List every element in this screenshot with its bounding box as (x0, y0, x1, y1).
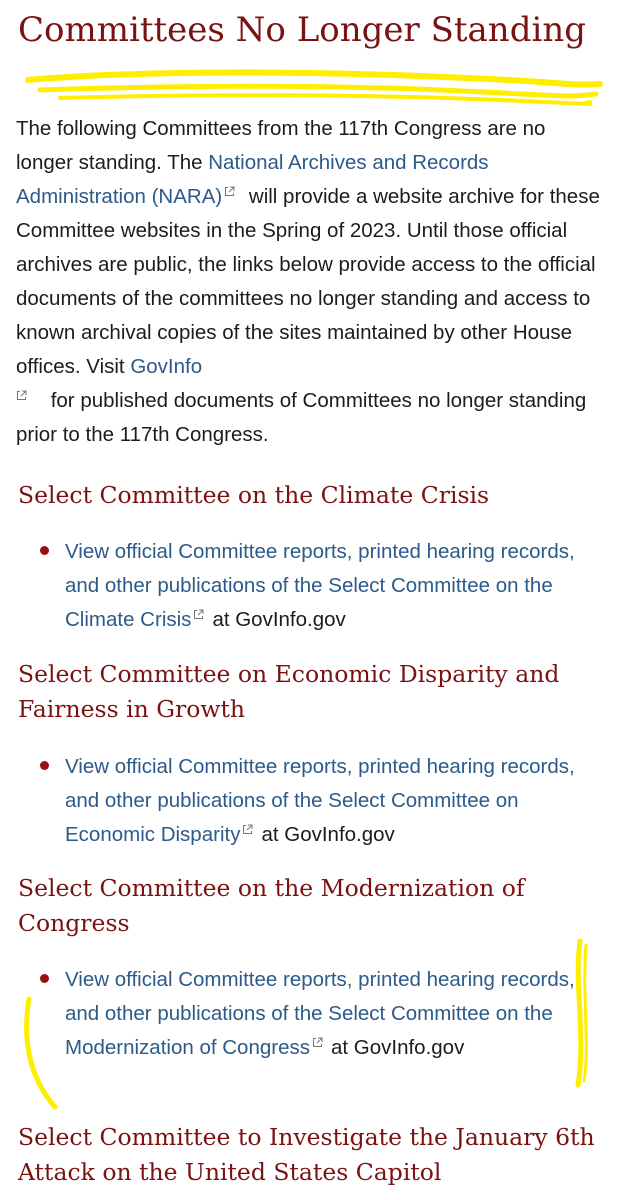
external-link-icon (16, 390, 27, 401)
external-link-icon (312, 1037, 323, 1048)
page-title: Committees No Longer Standing (18, 10, 587, 50)
economic-disparity-publications-link[interactable]: View official Committee reports, printed hearing records, and other publications of the Select Committee on Economic Disparity (65, 755, 575, 846)
govinfo-suffix: at GovInfo.gov (261, 823, 395, 846)
bullet-icon (40, 546, 49, 555)
section-heading-january-6th: Select Committee to Investigate the January 6th Attack on the United States Capitol (18, 1123, 595, 1186)
climate-crisis-publications-link[interactable]: View official Committee reports, printed hearing records, and other publications of the Select Committee on the Climate Crisis (65, 540, 575, 631)
intro-text-3: for published documents of Committees no longer standing prior to the 117th Congress. (16, 389, 587, 446)
external-link-icon (242, 824, 253, 835)
govinfo-suffix: at GovInfo.gov (212, 608, 346, 631)
list-item (65, 750, 595, 852)
govinfo-suffix: at GovInfo.gov (331, 1036, 465, 1059)
bullet-icon (40, 761, 49, 770)
list-item (65, 963, 595, 1065)
intro-text-1: The following Committees from the 117th Congress are no longer standing. The (16, 117, 546, 174)
section-heading-economic-disparity: Select Committee on Economic Disparity and Fairness in Growth (18, 660, 560, 723)
modernization-publications-link[interactable]: View official Committee reports, printed hearing records, and other publications of the Select Committee on the Modernization of Congress (65, 968, 575, 1059)
nara-link[interactable]: National Archives and Records Administration (NARA) (16, 151, 489, 208)
intro-paragraph (16, 112, 606, 452)
intro-text-2: will provide a website archive for these Committee websites in the Spring of 2023. Until those official archives are public, the links below provide access to the official documents of the committees no longer standing and access to known archival copies of the sites maintained by other House offices. Visit (16, 185, 600, 378)
list-item (65, 535, 595, 637)
section-heading-climate-crisis: Select Committee on the Climate Crisis (18, 481, 490, 509)
section-heading-modernization: Select Committee on the Modernization of Congress (18, 874, 525, 937)
bullet-icon (40, 974, 49, 983)
external-link-icon (193, 609, 204, 620)
govinfo-link[interactable]: GovInfo (130, 355, 203, 378)
external-link-icon (224, 186, 235, 197)
